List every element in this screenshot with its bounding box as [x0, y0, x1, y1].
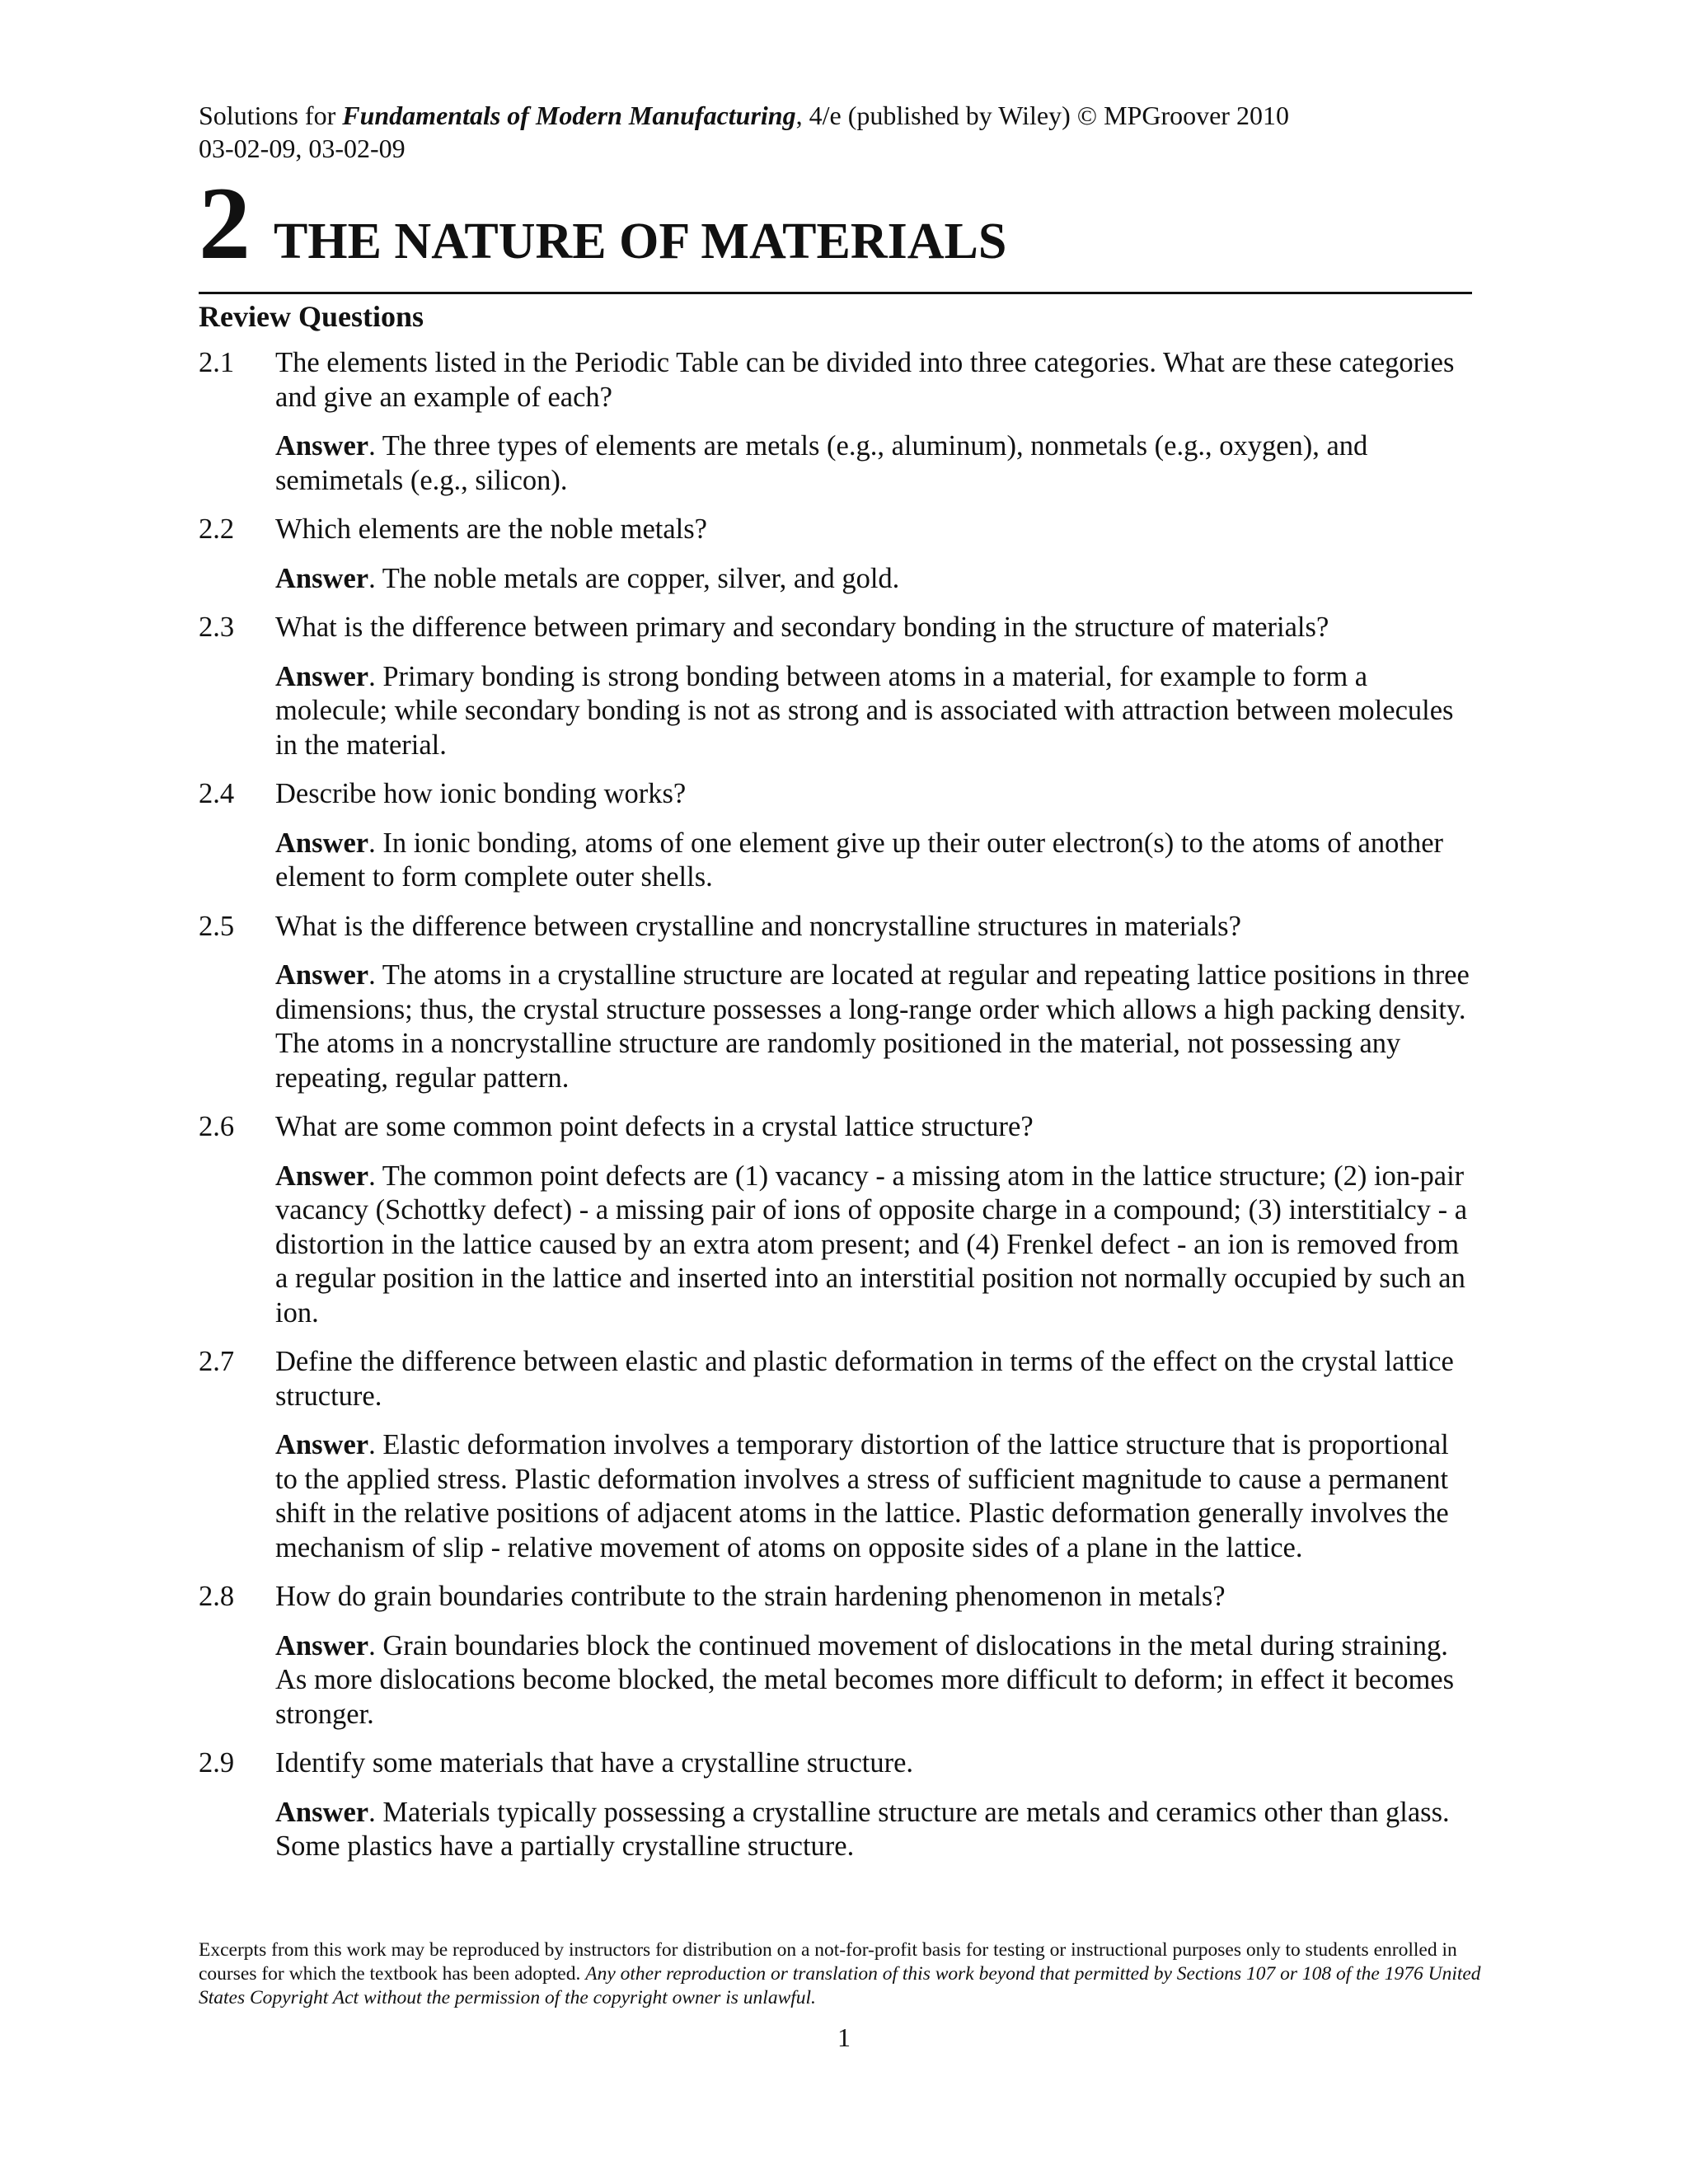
question-number: 2.9 [199, 1747, 235, 1779]
answer-body: . Primary bonding is strong bonding between atoms in a material, for example to form a molecule; while secondary bonding is not as strong and is associated with attraction between molecules in the material. [275, 660, 1454, 761]
chapter-title: THE NATURE OF MATERIALS [274, 213, 1007, 269]
answer-text [275, 1629, 1476, 1732]
review-question-item [199, 777, 1476, 895]
answer-label: Answer [275, 430, 369, 462]
answer-label: Answer [275, 827, 369, 859]
question-text: What are some common point defects in a crystal lattice structure? [275, 1111, 1034, 1142]
question-text: Identify some materials that have a crystalline structure. [275, 1747, 914, 1779]
question-text: What is the difference between crystalline and noncrystalline structures in materials? [275, 910, 1241, 942]
answer-body: . Materials typically possessing a crystalline structure are metals and ceramics other than glass. Some plastics have a partially crystalline structure. [275, 1796, 1450, 1862]
answer-label: Answer [275, 562, 369, 594]
answer-label: Answer [275, 660, 369, 692]
answer-text [275, 660, 1476, 763]
answer-body: . The atoms in a crystalline structure are located at regular and repeating lattice positions in three dimensions; thus, the crystal structure possesses a long-range order which allows a high packing density. The atoms in a noncrystalline structure are randomly positioned in the material, not possessing any repeating, regular pattern. [275, 959, 1470, 1094]
question-text: Define the difference between elastic and plastic deformation in terms of the effect on the crystal lattice structure. [275, 1346, 1454, 1412]
running-header [199, 99, 1289, 132]
answer-text [275, 827, 1476, 895]
answer-text [275, 958, 1476, 1095]
answer-body: . The three types of elements are metals (e.g., aluminum), nonmetals (e.g., oxygen), and semimetals (e.g., silicon). [275, 430, 1368, 496]
heading-rule [199, 292, 1472, 294]
answer-label: Answer [275, 1160, 369, 1192]
answer-body: . The noble metals are copper, silver, and gold. [368, 562, 900, 594]
review-question-item [199, 1746, 1476, 1864]
answer-body: . Grain boundaries block the continued movement of dislocations in the metal during straining. As more dislocations become blocked, the metal becomes more difficult to deform; in effect it becomes stronger. [275, 1629, 1455, 1730]
copyright-notice [199, 1938, 1484, 2010]
question-text: The elements listed in the Periodic Table can be divided into three categories. What are these categories and give an example of each? [275, 347, 1455, 413]
answer-body: . Elastic deformation involves a temporary distortion of the lattice structure that is proportional to the applied stress. Plastic deformation involves a stress of sufficient magnitude to cause a permanent shift in the relative positions of adjacent atoms in the lattice. Plastic deformation generally involves the mechanism of slip - relative movement of atoms on opposite sides of a plane in the lattice. [275, 1429, 1449, 1563]
answer-text [275, 1428, 1476, 1565]
review-question-item [199, 1345, 1476, 1565]
review-question-item [199, 1580, 1476, 1732]
review-question-item [199, 513, 1476, 596]
question-number: 2.7 [199, 1346, 235, 1377]
section-title: Review Questions [199, 300, 424, 333]
header-prefix: Solutions for [199, 101, 343, 130]
answer-text [275, 1796, 1476, 1864]
question-text: Which elements are the noble metals? [275, 513, 707, 545]
question-number: 2.2 [199, 513, 235, 545]
chapter-number: 2 [199, 166, 251, 281]
answer-label: Answer [275, 1796, 369, 1828]
answer-body: . In ionic bonding, atoms of one element give up their outer electron(s) to the atoms of another element to form complete outer shells. [275, 827, 1444, 893]
question-text: Describe how ionic bonding works? [275, 778, 687, 809]
question-number: 2.4 [199, 778, 235, 809]
question-number: 2.8 [199, 1581, 235, 1612]
review-question-item [199, 1110, 1476, 1330]
question-number: 2.1 [199, 347, 235, 378]
answer-label: Answer [275, 959, 369, 991]
chapter-heading [199, 166, 1007, 281]
question-text: How do grain boundaries contribute to the strain hardening phenomenon in metals? [275, 1581, 1226, 1612]
header-suffix: , 4/e (published by Wiley) © MPGroover 2010 [795, 101, 1289, 130]
review-question-item [199, 346, 1476, 498]
answer-body: . The common point defects are (1) vacancy - a missing atom in the lattice structure; (2) ion-pair vacancy (Schottky defect) - a missing pair of ions of opposite charge in a compound; (3) interstitialcy - a distortion in the lattice caused by an extra atom present; and (4) Frenkel defect - an ion is removed from a regular position in the lattice and inserted into an interstitial position not normally occupied by such an ion. [275, 1160, 1468, 1329]
answer-label: Answer [275, 1429, 369, 1460]
question-number: 2.6 [199, 1111, 235, 1142]
question-list [199, 346, 1476, 1879]
notice-italic-text: Any other reproduction or translation of this work beyond that permitted by Sections 107 or 108 of the 1976 United States Copyright Act without the permission of the copyright owner is unlawful. [199, 1963, 1481, 2008]
page-number: 1 [837, 2022, 851, 2052]
answer-label: Answer [275, 1629, 369, 1661]
book-title: Fundamentals of Modern Manufacturing [342, 101, 796, 130]
question-number: 2.5 [199, 910, 235, 942]
notice-text: Excerpts from this work may be reproduced by instructors for distribution on a not-for-profit basis for testing or instructional purposes only to students enrolled in courses for which the textbook has been adopted. [199, 1939, 1457, 1985]
answer-text [275, 1160, 1476, 1331]
review-question-item [199, 910, 1476, 1096]
question-number: 2.3 [199, 612, 235, 643]
answer-text [275, 429, 1476, 498]
review-question-item [199, 611, 1476, 762]
question-text: What is the difference between primary and secondary bonding in the structure of materials? [275, 612, 1329, 643]
header-dates: 03-02-09, 03-02-09 [199, 134, 406, 163]
answer-text [275, 562, 1476, 597]
